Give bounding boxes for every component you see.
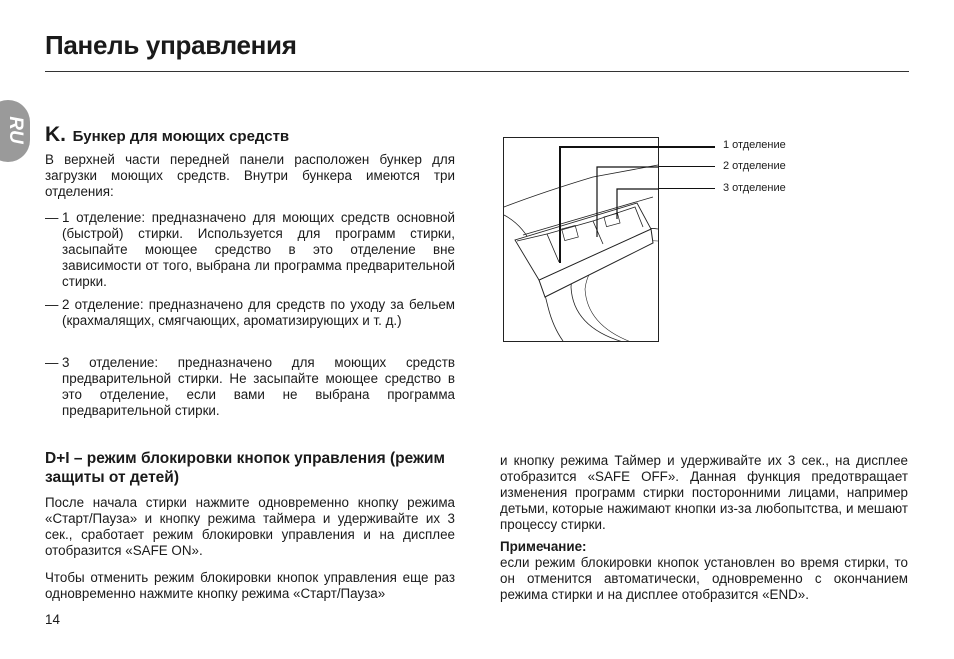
list-item xyxy=(45,355,455,419)
lock-paragraph-2 xyxy=(45,570,455,602)
section-lock-heading: D+I – режим блокировки кнопок управления (режим защиты от детей) xyxy=(45,450,446,486)
callout-label: 2 отделение xyxy=(723,160,786,172)
list-dash: — xyxy=(45,297,59,312)
section-k-intro xyxy=(45,152,455,200)
paragraph-text: и кнопку режима Таймер и удерживайте их 3 сек., на дисплее отобразится «SAFE OFF». Данная функция предотвращает изменения программ стирки посторонними лицами, например детьми, которые нажимают кнопки из-за любопытства, и мешают процессу стирки. xyxy=(500,453,908,532)
paragraph-text: Чтобы отменить режим блокировки кнопок управления еще раз одновременно нажмите кнопку режима «Старт/Пауза» xyxy=(45,570,455,601)
language-tab-label: RU xyxy=(5,116,26,144)
intro-text: В верхней части передней панели расположен бункер для загрузки моющих средств. Внутри бункера имеются три отделения: xyxy=(45,152,455,199)
lock-paragraph-1 xyxy=(45,495,455,559)
page-title: Панель управления xyxy=(45,30,297,60)
list-item xyxy=(45,210,455,290)
lock-paragraph-continuation xyxy=(500,453,908,533)
list-dash: — xyxy=(45,210,59,225)
callout-label: 3 отделение xyxy=(723,182,786,194)
language-tab xyxy=(0,100,30,162)
list-item xyxy=(45,297,455,329)
list-dash: — xyxy=(45,355,59,370)
list-item-text: 3 отделение: предназначено для моющих средств предварительной стирки. Не засыпайте моющее средство в это отделение, если вами не выбрана программа предварительной стирки. xyxy=(62,355,455,418)
list-item-text: 1 отделение: предназначено для моющих средств основной (быстрой) стирки. Используется для программ стирки, засыпайте моющее средство в это отделение вне зависимости от того, выбрана ли программа предварительной стирки. xyxy=(62,210,455,289)
page-number: 14 xyxy=(45,612,60,627)
note-text: если режим блокировки кнопок установлен во время стирки, то он отменится автоматически, одновременно с окончанием режима стирки и на дисплее отобразится «END». xyxy=(500,555,908,602)
paragraph-text: После начала стирки нажмите одновременно кнопку режима «Старт/Пауза» и кнопку режима таймера и удерживайте их 3 сек., сработает режим блокировки управления и на дисплее отобразится «SAFE ON». xyxy=(45,495,455,558)
detergent-drawer-illustration xyxy=(503,137,659,342)
callout-label: 1 отделение xyxy=(723,139,786,151)
note-title: Примечание: xyxy=(500,539,587,554)
section-k-title: Бункер для моющих средств xyxy=(72,128,290,145)
callout-leaders xyxy=(659,137,715,197)
note-body xyxy=(500,555,908,603)
title-divider xyxy=(45,71,909,72)
section-k-letter: K. xyxy=(45,123,66,146)
list-item-text: 2 отделение: предназначено для средств по уходу за бельем (крахмалящих, смягчающих, ароматизирующих и т. д.) xyxy=(62,297,455,328)
section-k-heading xyxy=(45,120,289,148)
